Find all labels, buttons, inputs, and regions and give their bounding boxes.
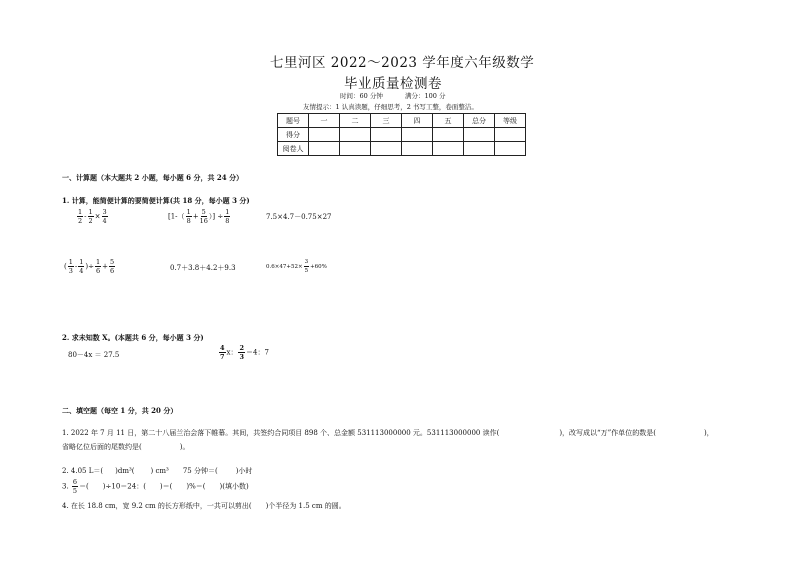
score-cell[interactable] [495, 128, 526, 142]
fraction: $\frac{6}{5}$ [72, 478, 78, 495]
fraction: $\frac{1}{8}$ [225, 208, 230, 225]
row-label: 题号 [278, 114, 309, 128]
grader-cell[interactable] [402, 142, 433, 156]
full-score: 满分：100 分 [405, 92, 446, 100]
score-cell[interactable] [402, 128, 433, 142]
fraction: $\frac{3}{4}$ [102, 208, 107, 225]
calc-item-a: $\frac{1}{2}$ - $\frac{1}{2}$ × $\frac{3}{4}$ [78, 208, 107, 225]
fill-q4: 4. 在长 18.8 cm，宽 9.2 cm 的长方形纸中，一共可以剪出( )个半径为 1.5 cm 的圆。 [62, 502, 346, 510]
section2-heading: 二、填空题（每空 1 分，共 20 分） [62, 406, 178, 415]
score-table-row-grader [278, 142, 526, 156]
calc-item-c: 7.5×4.7－0.75×27 [266, 213, 332, 221]
grader-cell[interactable] [340, 142, 371, 156]
grader-cell[interactable] [433, 142, 464, 156]
score-table-row-score [278, 128, 526, 142]
score-table [277, 113, 526, 156]
col-header: 三 [371, 114, 402, 128]
fraction: $\frac{5}{16}$ [199, 208, 208, 225]
fraction: $\frac{1}{4}$ [79, 258, 84, 275]
fraction: $\frac{1}{6}$ [96, 258, 101, 275]
fill-q1-line1: 1. 2022 年 7 月 11 日，第二十八届兰治会落下帷幕。其间，共签约合同项目 898 个、总金额 531113000000 元。531113000000 读作( )，改写成以“万”作单位的数是( )， [62, 429, 714, 437]
calc-item-f: 0.6×47+52× $\frac{3}{5}$ +60% [266, 259, 327, 274]
friendly-tips: 友情提示：1 认真读题，仔细思考，2 书写工整，卷面整洁。 [303, 103, 478, 111]
col-header: 五 [433, 114, 464, 128]
fraction: $\frac{1}{2}$ [78, 208, 83, 225]
fraction: $\frac{1}{8}$ [186, 208, 191, 225]
section1-q2-label: 2. 求未知数 X。(本题共 6 分，每小题 3 分) [62, 333, 204, 342]
row-label: 得分 [278, 128, 309, 142]
score-table-row-number [278, 114, 526, 128]
score-cell[interactable] [309, 128, 340, 142]
score-cell[interactable] [464, 128, 495, 142]
paper-title-line1: 七里河区 2022～2023 学年度六年级数学 [270, 55, 535, 71]
col-header: 二 [340, 114, 371, 128]
fraction: $\frac{3}{5}$ [304, 259, 309, 274]
fraction: $\frac{5}{6}$ [110, 258, 115, 275]
fill-q1-line2: 省略亿位后面的尾数约是( )。 [62, 443, 190, 451]
grader-cell[interactable] [464, 142, 495, 156]
fraction: $\frac{1}{2}$ [88, 208, 93, 225]
calc-item-d: ( $\frac{1}{3}$ - $\frac{1}{4}$ )÷ $\frac{1}{6}$ + $\frac{5}{6}$ [64, 258, 115, 275]
paper-title-line2: 毕业质量检测卷 [344, 76, 442, 92]
grader-cell[interactable] [371, 142, 402, 156]
section1-heading: 一、计算题（本大题共 2 小题，每小题 6 分，共 24 分） [62, 173, 244, 182]
col-header: 等级 [495, 114, 526, 128]
section1-q1-label: 1. 计算，能简便计算的要简便计算(共 18 分，每小题 3 分) [62, 196, 250, 205]
fraction: $\frac{1}{3}$ [68, 258, 73, 275]
score-cell[interactable] [433, 128, 464, 142]
score-cell[interactable] [371, 128, 402, 142]
equation-item-a: 80－4x ＝ 27.5 [68, 351, 120, 359]
fraction: $\frac{2}{3}$ [239, 344, 245, 361]
col-header: 四 [402, 114, 433, 128]
fill-q2: 2. 4.05 L＝( )dm³( ) cm³ 75 分钟＝( )小时 [62, 467, 253, 475]
calc-item-e: 0.7＋3.8＋4.2＋9.3 [170, 264, 236, 272]
grader-cell[interactable] [495, 142, 526, 156]
row-label: 阅卷人 [278, 142, 309, 156]
exam-time: 时间：60 分钟 [340, 92, 383, 100]
fill-q3: 3. $\frac{6}{5}$ ＝( )÷10＝24：( )＝( )%＝( )(填小数) [62, 478, 249, 495]
calc-item-b: [1-（ $\frac{1}{8}$ + $\frac{5}{16}$ ）] ÷ $\frac{1}{8}$ [168, 208, 230, 225]
col-header: 总分 [464, 114, 495, 128]
equation-item-b: $\frac{4}{7}$ x： $\frac{2}{3}$ ＝4：7 [220, 344, 269, 361]
col-header: 一 [309, 114, 340, 128]
score-cell[interactable] [340, 128, 371, 142]
grader-cell[interactable] [309, 142, 340, 156]
fraction: $\frac{4}{7}$ [220, 344, 225, 361]
